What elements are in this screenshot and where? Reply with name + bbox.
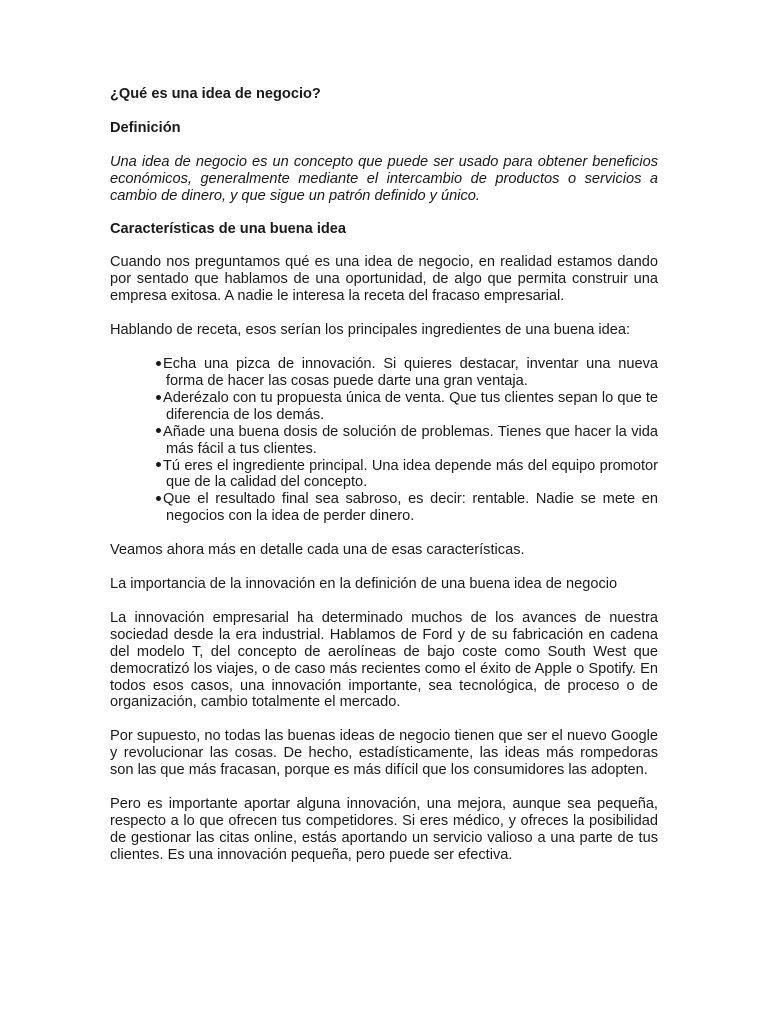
bullet-icon	[156, 361, 161, 366]
characteristics-heading: Características de una buena idea	[110, 220, 347, 237]
definition-heading: Definición	[110, 119, 181, 136]
list-item: Aderézalo con tu propuesta única de venta. Que tus clientes sepan lo que te diferencia de los demás.	[156, 390, 658, 424]
document-page	[110, 86, 658, 881]
document-title: ¿Qué es una idea de negocio?	[110, 86, 321, 102]
characteristics-paragraph-3: Veamos ahora más en detalle cada una de esas características.	[110, 542, 525, 559]
list-item: Echa una pizca de innovación. Si quieres destacar, inventar una nueva forma de hacer las cosas puede darte una gran ventaja.	[156, 356, 658, 390]
bullet-icon	[156, 496, 161, 501]
list-item: Añade una buena dosis de solución de problemas. Tienes que hacer la vida más fácil a tus clientes.	[156, 424, 658, 458]
innovation-paragraph-2: Por supuesto, no todas las buenas ideas de negocio tienen que ser el nuevo Google y revolucionar las cosas. De hecho, estadísticamente, las ideas más rompedoras son las que más fracasan, porque es más difícil que los consumidores las adopten.	[110, 728, 658, 779]
bullet-icon	[156, 462, 161, 467]
characteristics-paragraph-2: Hablando de receta, esos serían los principales ingredientes de una buena idea:	[110, 322, 631, 339]
list-item: Que el resultado final sea sabroso, es decir: rentable. Nadie se mete en negocios con la idea de perder dinero.	[156, 491, 658, 525]
definition-text: Una idea de negocio es un concepto que puede ser usado para obtener beneficios económicos, generalmente mediante el intercambio de productos o servicios a cambio de dinero, y que sigue un patrón definido y único.	[110, 153, 658, 204]
bullet-icon	[156, 428, 161, 433]
bullet-icon	[156, 395, 161, 400]
list-item: Tú eres el ingrediente principal. Una idea depende más del equipo promotor que de la calidad del concepto.	[156, 458, 658, 492]
characteristics-paragraph-1: Cuando nos preguntamos qué es una idea de negocio, en realidad estamos dando por sentado que hablamos de una oportunidad, de algo que permita construir una empresa exitosa. A nadie le interesa la receta del fracaso empresarial.	[110, 254, 658, 305]
innovation-heading: La importancia de la innovación en la definición de una buena idea de negocio	[110, 576, 618, 593]
innovation-paragraph-3: Pero es importante aportar alguna innovación, una mejora, aunque sea pequeña, respecto a lo que ofrecen tus competidores. Si eres médico, y ofreces la posibilidad de gestionar las citas online, estás aportando un servicio valioso a una parte de tus clientes. Es una innovación pequeña, pero puede ser efectiva.	[110, 796, 658, 863]
ingredients-list	[110, 356, 658, 525]
innovation-paragraph-1: La innovación empresarial ha determinado muchos de los avances de nuestra sociedad desde la era industrial. Hablamos de Ford y de su fabricación en cadena del modelo T, del concepto de aerolíneas de bajo coste como South West que democratizó los viajes, o de caso más recientes como el éxito de Apple o Spotify. En todos esos casos, una innovación importante, sea tecnológica, de proceso o de organización, cambio totalmente el mercado.	[110, 609, 658, 711]
